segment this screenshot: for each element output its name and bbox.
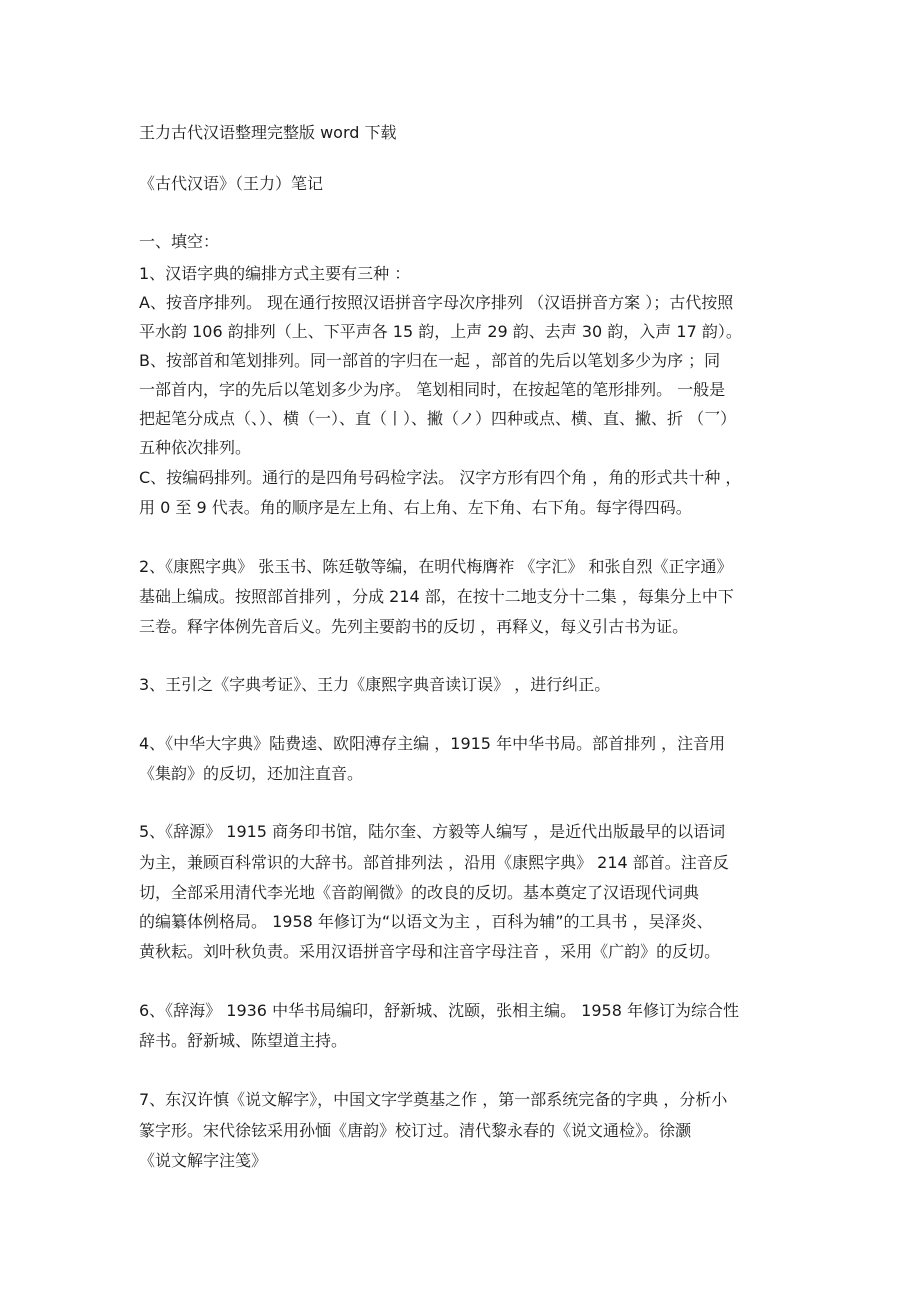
item-1-line-7: 五种依次排列。 <box>139 438 252 457</box>
item-1-line-4: B、按部首和笔划排列。同一部首的字归在一起 ，部首的先后以笔划多少为序 ；同 <box>139 351 721 370</box>
item-5-line-4: 的编纂体例格局。 1958 年修订为“以语文为主 ，百科为辅”的工具书 ，吴泽炎、 <box>139 912 713 931</box>
item-5-line-2: 为主，兼顾百科常识的大辞书。部首排列法 ，沿用《康熙字典》 214 部首。注音反 <box>139 853 729 872</box>
item-7-line-3: 《说文解字注笺》 <box>139 1151 268 1170</box>
item-5-line-1: 5、《辞源》 1915 商务印书馆，陆尔奎、方毅等人编写 ，是近代出版最早的以语词 <box>139 822 726 841</box>
document-title: 王力古代汉语整理完整版 word 下载 <box>139 123 397 142</box>
item-7-line-2: 篆字形。宋代徐铉采用孙愐《唐韵》校订过。清代黎永春的《说文通检》。徐灏 <box>139 1121 692 1140</box>
item-3-line-1: 3、王引之《字典考证》、王力《康熙字典音读订误》 ，进行纠正。 <box>139 675 611 694</box>
item-2-line-1: 2、《康熙字典》 张玉书、陈廷敬等编，在明代梅膺祚 《字汇》 和张自烈《正字通》 <box>139 557 733 576</box>
item-1-line-9: 用 0 至 9 代表。角的顺序是左上角、右上角、左下角、右下角。每字得四码。 <box>139 498 692 517</box>
item-1-line-6: 把起笔分成点（、）、横（一）、直（丨）、撇（ノ）四种或点、横、直、撇、折 （乛） <box>139 409 737 428</box>
item-1-line-8: C、按编码排列。通行的是四角号码检字法。 汉字方形有四个角 ，角的形式共十种 ， <box>139 468 742 487</box>
item-5-line-3: 切，全部采用清代李光地《音韵阐微》的改良的反切。基本奠定了汉语现代词典 <box>139 883 700 902</box>
item-4-line-2: 《集韵》的反切，还加注直音。 <box>139 764 364 783</box>
item-1-line-1: 1、汉语字典的编排方式主要有三种 ： <box>139 264 411 283</box>
item-6-line-2: 辞书。舒新城、陈望道主持。 <box>139 1031 348 1050</box>
item-1-line-3: 平水韵 106 韵排列（上、下平声各 15 韵，上声 29 韵、去声 30 韵，入声 17 韵）。 <box>139 322 742 341</box>
item-4-line-1: 4、《中华大字典》陆费逵、欧阳溥存主编 ，1915 年中华书局。部首排列 ，注音用 <box>139 734 726 753</box>
item-2-line-3: 三卷。释字体例先音后义。先列主要韵书的反切 ，再释义，每义引古书为证。 <box>139 617 689 636</box>
item-2-line-2: 基础上编成。按照部首排列 ，分成 214 部，在按十二地支分十二集 ，每集分上中下 <box>139 587 734 606</box>
item-6-line-1: 6、《辞海》 1936 中华书局编印，舒新城、沈颐，张相主编。 1958 年修订为综合性 <box>139 1001 739 1020</box>
item-7-line-1: 7、东汉许慎《说文解字》，中国文字学奠基之作 ，第一部系统完备的字典 ，分析小 <box>139 1090 728 1109</box>
item-1-line-5: 一部首内，字的先后以笔划多少为序。 笔划相同时，在按起笔的笔形排列。 一般是 <box>139 380 726 399</box>
document-subtitle: 《古代汉语》（王力）笔记 <box>139 174 324 193</box>
item-1-line-2: A、按音序排列。 现在通行按照汉语拼音字母次序排列 （汉语拼音方案 ）；古代按照 <box>139 293 734 312</box>
item-5-line-5: 黄秋耘。刘叶秋负责。采用汉语拼音字母和注音字母注音 ，采用《广韵》的反切。 <box>139 942 721 961</box>
section-heading: 一、填空： <box>139 232 220 251</box>
